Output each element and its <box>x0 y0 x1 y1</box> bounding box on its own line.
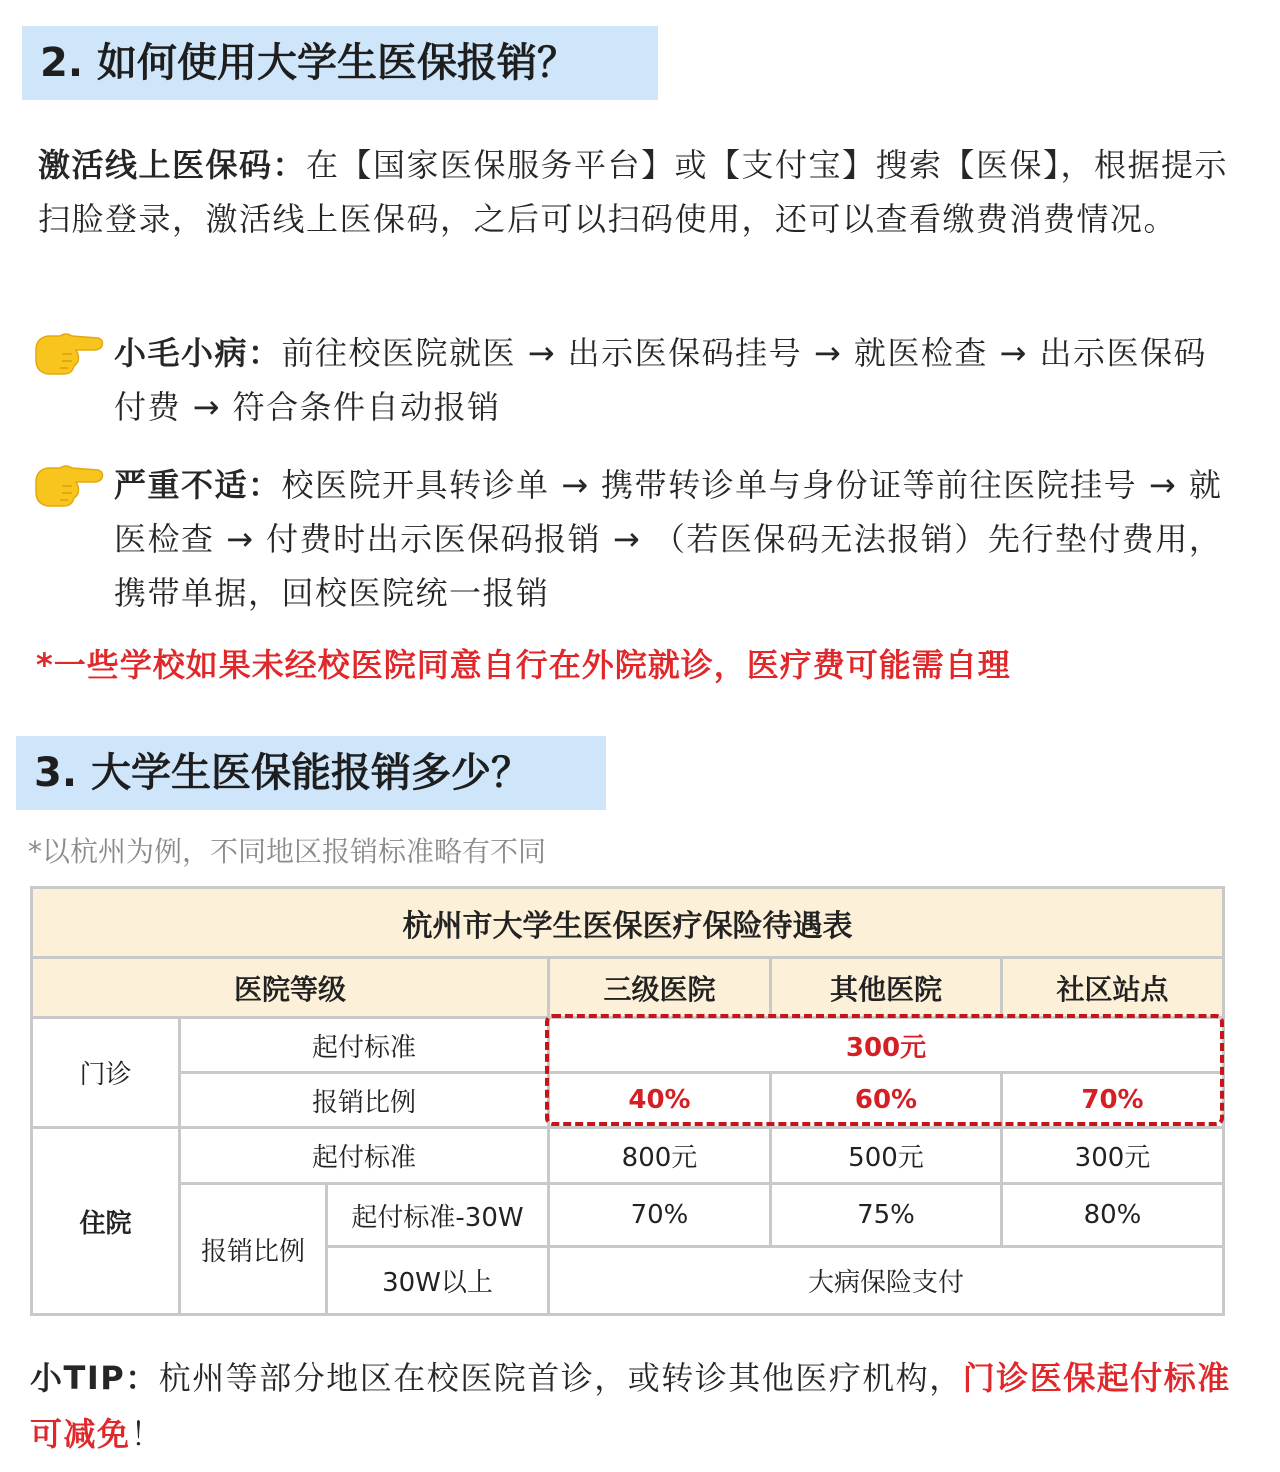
tip-highlight: 门诊医保起付标准可减免 <box>30 1359 1231 1453</box>
inpatient-deductible-tier3: 800元 <box>549 1128 771 1184</box>
row-inpatient: 住院 <box>32 1128 180 1315</box>
table-title: 杭州市大学生医保医疗保险待遇表 <box>32 888 1224 958</box>
outpatient-highlight-box <box>545 1014 1224 1126</box>
outpatient-ratio-other: 60% <box>771 1073 1002 1128</box>
tip-text: 杭州等部分地区在校医院首诊，或转诊其他医疗机构， <box>158 1359 963 1397</box>
activate-paragraph <box>38 138 1238 246</box>
inpatient-ratio-1-other: 75% <box>771 1184 1002 1247</box>
region-note: *以杭州为例，不同地区报销标准略有不同 <box>28 835 547 868</box>
serious-label: 严重不适： <box>114 466 282 504</box>
outpatient-deductible-value: 300元 <box>549 1018 1224 1073</box>
tip-label: 小TIP： <box>30 1359 159 1397</box>
header-other-hospital: 其他医院 <box>771 958 1002 1018</box>
section-3-heading: 3. 大学生医保能报销多少？ <box>16 736 606 810</box>
tip-paragraph <box>30 1350 1240 1462</box>
row-outpatient: 门诊 <box>32 1018 180 1128</box>
minor-label: 小毛小病： <box>114 334 282 372</box>
pointing-hand-icon <box>32 460 104 510</box>
inpatient-ratio-1-tier3: 70% <box>549 1184 771 1247</box>
activate-text: 在【国家医保服务平台】或【支付宝】搜索【医保】，根据提示扫脸登录，激活线上医保码，之后可以扫码使用，还可以查看缴费消费情况。 <box>38 146 1229 238</box>
serious-illness-item <box>114 458 1238 620</box>
header-tier3-hospital: 三级医院 <box>549 958 771 1018</box>
header-community-site: 社区站点 <box>1002 958 1224 1018</box>
activate-label: 激活线上医保码： <box>38 146 307 184</box>
outpatient-ratio-label: 报销比例 <box>180 1073 549 1128</box>
outpatient-ratio-tier3: 40% <box>549 1073 771 1128</box>
inpatient-deductible-community: 300元 <box>1002 1128 1224 1184</box>
inpatient-range-1: 起付标准-30W <box>327 1184 549 1247</box>
header-hospital-level: 医院等级 <box>32 958 549 1018</box>
self-pay-warning: *一些学校如果未经校医院同意自行在外院就诊，医疗费可能需自理 <box>36 646 1011 684</box>
inpatient-ratio-label: 报销比例 <box>180 1184 327 1315</box>
tip-end: ！ <box>130 1415 165 1453</box>
serious-text: 校医院开具转诊单 → 携带转诊单与身份证等前往医院挂号 → 就医检查 → 付费时出示医保码报销 → （若医保码无法报销）先行垫付费用，携带单据，回校医院统一报销 <box>114 466 1223 612</box>
minor-illness-item <box>114 326 1238 434</box>
inpatient-range-2: 30W以上 <box>327 1247 549 1315</box>
inpatient-ratio-1-community: 80% <box>1002 1184 1224 1247</box>
pointing-hand-icon <box>32 328 104 378</box>
inpatient-deductible-other: 500元 <box>771 1128 1002 1184</box>
inpatient-deductible-label: 起付标准 <box>180 1128 549 1184</box>
inpatient-ratio-2-all: 大病保险支付 <box>549 1247 1224 1315</box>
outpatient-deductible-label: 起付标准 <box>180 1018 549 1073</box>
minor-text: 前往校医院就医 → 出示医保码挂号 → 就医检查 → 出示医保码付费 → 符合条件自动报销 <box>114 334 1207 426</box>
section-2-heading: 2. 如何使用大学生医保报销？ <box>22 26 658 100</box>
outpatient-ratio-community: 70% <box>1002 1073 1224 1128</box>
